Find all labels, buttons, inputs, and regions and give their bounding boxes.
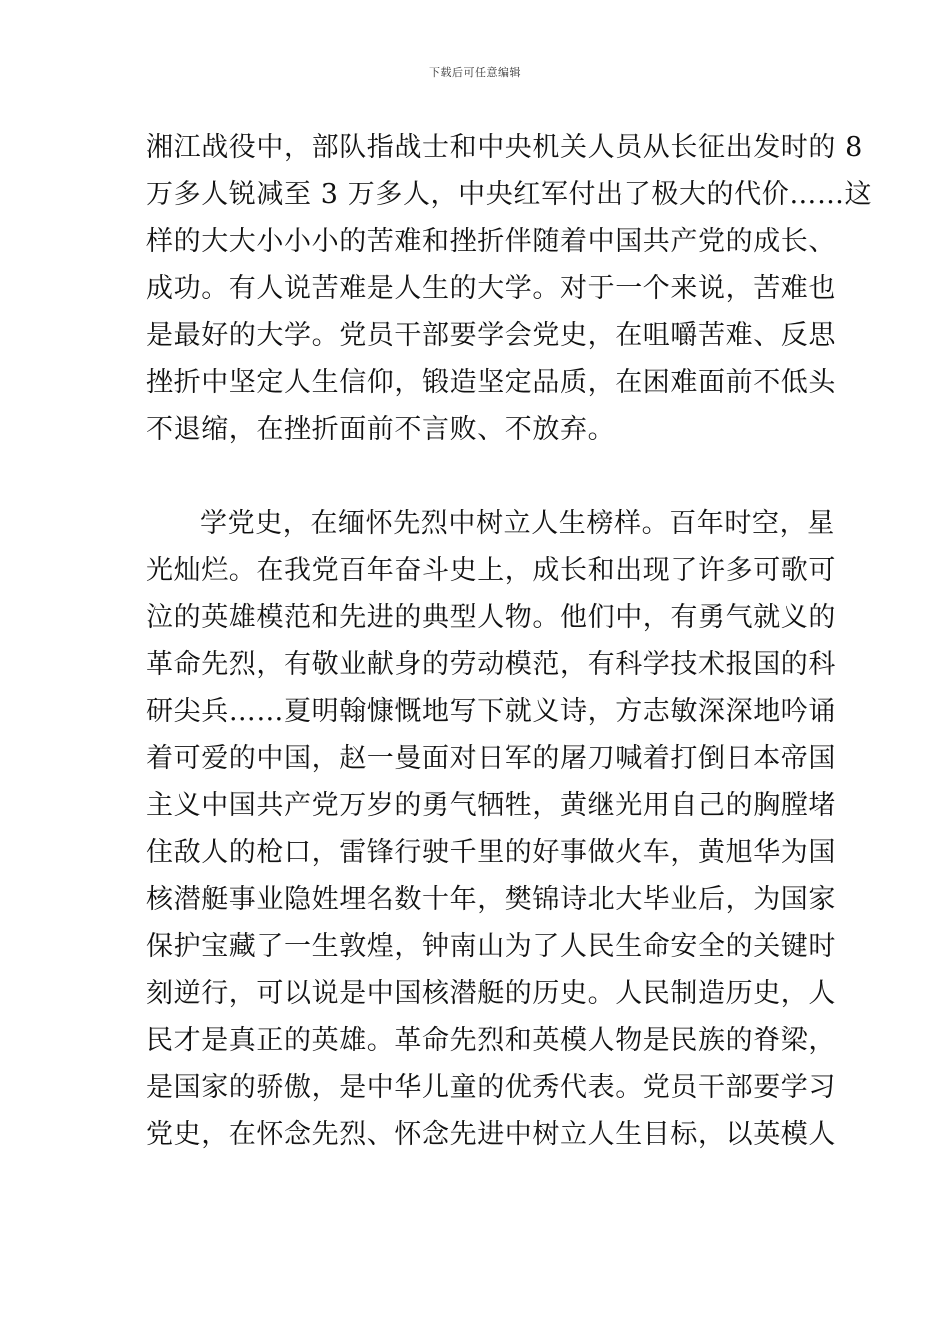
text-line: 泣的英雄模范和先进的典型人物。他们中，有勇气就义的: [146, 602, 836, 633]
text-line: 样的大大小小小的苦难和挫折伴随着中国共产党的成长、: [146, 226, 836, 257]
text-line: 是国家的骄傲，是中华儿童的优秀代表。党员干部要学习: [146, 1072, 836, 1103]
paragraph-spacer: [146, 453, 810, 500]
text-line: 研尖兵……夏明翰慷慨地写下就义诗，方志敏深深地吟诵: [146, 696, 836, 727]
text-line: 党史，在怀念先烈、怀念先进中树立人生目标，以英模人: [146, 1119, 836, 1150]
text-line: 民才是真正的英雄。革命先烈和英模人物是民族的脊梁，: [146, 1025, 836, 1056]
text-line: 着可爱的中国，赵一曼面对日军的屠刀喊着打倒日本帝国: [146, 743, 836, 774]
text-line: 不退缩，在挫折面前不言败、不放弃。: [146, 414, 616, 445]
text-line: 核潜艇事业隐姓埋名数十年，樊锦诗北大毕业后，为国家: [146, 884, 836, 915]
text-line: 万多人锐减至 3 万多人，中央红军付出了极大的代价……这: [146, 179, 873, 210]
text-line: 保护宝藏了一生敦煌，钟南山为了人民生命安全的关键时: [146, 931, 836, 962]
text-line: 住敌人的枪口，雷锋行驶千里的好事做火车，黄旭华为国: [146, 837, 836, 868]
paragraph-hardship: [146, 124, 873, 453]
text-line: 刻逆行，可以说是中国核潜艇的历史。人民制造历史，人: [146, 978, 836, 1009]
text-line: 光灿烂。在我党百年奋斗史上，成长和出现了许多可歌可: [146, 555, 836, 586]
text-line: 是最好的大学。党员干部要学会党史，在咀嚼苦难、反思: [146, 320, 836, 351]
text-line: 主义中国共产党万岁的勇气牺牲，黄继光用自己的胸膛堵: [146, 790, 836, 821]
text-line: 湘江战役中，部队指战士和中央机关人员从长征出发时的 8: [146, 132, 863, 163]
text-line: 革命先烈，有敬业献身的劳动模范，有科学技术报国的科: [146, 649, 836, 680]
document-body: [146, 124, 873, 1158]
text-line: 成功。有人说苦难是人生的大学。对于一个来说，苦难也: [146, 273, 836, 304]
page-header: 下载后可任意编辑: [429, 66, 521, 79]
paragraph-role-models: [146, 500, 836, 1158]
text-line: 学党史，在缅怀先烈中树立人生榜样。百年时空，星: [200, 508, 835, 539]
text-line: 挫折中坚定人生信仰，锻造坚定品质，在困难面前不低头: [146, 367, 836, 398]
